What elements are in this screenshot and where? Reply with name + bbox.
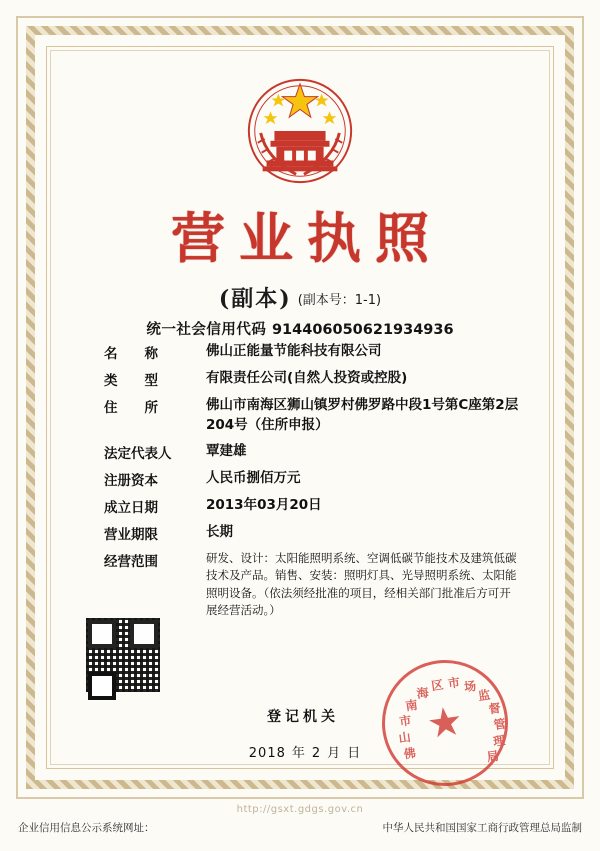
field-row <box>104 342 522 362</box>
document-subtitle-number: (副本号：1-1) <box>297 293 382 308</box>
field-value: 覃建雄 <box>206 443 247 460</box>
document-subtitle-row <box>0 282 600 313</box>
issue-day-unit: 日 <box>347 746 362 761</box>
field-label: 营业期限 <box>104 527 158 544</box>
field-value: 长期 <box>206 524 233 541</box>
field-value: 人民币捌佰万元 <box>206 470 301 487</box>
issue-month: 2 <box>311 746 322 761</box>
issue-month-unit: 月 <box>327 746 342 761</box>
registration-authority-label: 登记机关 <box>267 709 339 725</box>
credit-code-label: 统一社会信用代码 <box>146 322 267 338</box>
field-value: 有限责任公司(自然人投资或控股) <box>206 370 408 386</box>
field-row <box>104 496 522 516</box>
field-value: 研发、设计：太阳能照明系统、空调低碳节能技术及建筑低碳技术及产品。销售、安装：照明灯具、光导照明系统、太阳能照明设备。（依法须经批准的项目，经相关部门批准后方可开展经营活动。） <box>206 551 517 617</box>
field-value: 2013年03月20日 <box>206 497 322 514</box>
credit-code-line <box>0 318 600 339</box>
document-subtitle: (副本) <box>218 286 292 312</box>
official-seal-icon <box>374 652 516 794</box>
field-label: 住 所 <box>104 400 158 416</box>
field-value: 佛山市南海区狮山镇罗村佛罗路中段1号第C座第2层204号（住所申报） <box>206 397 519 433</box>
footer-right-text: 中华人民共和国国家工商行政管理总局监制 <box>382 822 582 834</box>
field-row <box>104 523 522 543</box>
qr-code-marker <box>88 672 116 700</box>
document-footer <box>18 820 582 835</box>
field-row <box>104 469 522 489</box>
field-row <box>104 550 522 619</box>
seal-star-icon: ★ <box>424 697 466 749</box>
field-label: 类 型 <box>104 373 158 389</box>
watermark-url: http://gsxt.gdgs.gov.cn <box>236 804 364 815</box>
field-label: 成立日期 <box>104 500 158 517</box>
seal-ring-text: 佛 山 市 南 海 区 市 场 监 督 管 理 局 <box>397 675 507 765</box>
field-label: 名 称 <box>104 346 158 362</box>
field-row <box>104 369 522 389</box>
field-row <box>104 442 522 462</box>
field-label: 注册资本 <box>104 473 158 490</box>
footer-left-text: 企业信用信息公示系统网址： <box>18 822 155 834</box>
field-value: 佛山正能量节能科技有限公司 <box>206 343 382 359</box>
issue-year-unit: 年 <box>291 746 306 761</box>
credit-code-value: 914406050621934936 <box>271 322 454 338</box>
field-list <box>104 342 522 626</box>
field-label: 经营范围 <box>104 554 158 571</box>
national-emblem-icon <box>241 72 359 190</box>
field-row <box>104 396 522 435</box>
issue-year: 2018 <box>248 746 286 761</box>
field-label: 法定代表人 <box>104 446 172 463</box>
document-title: 营业执照 <box>171 206 443 270</box>
